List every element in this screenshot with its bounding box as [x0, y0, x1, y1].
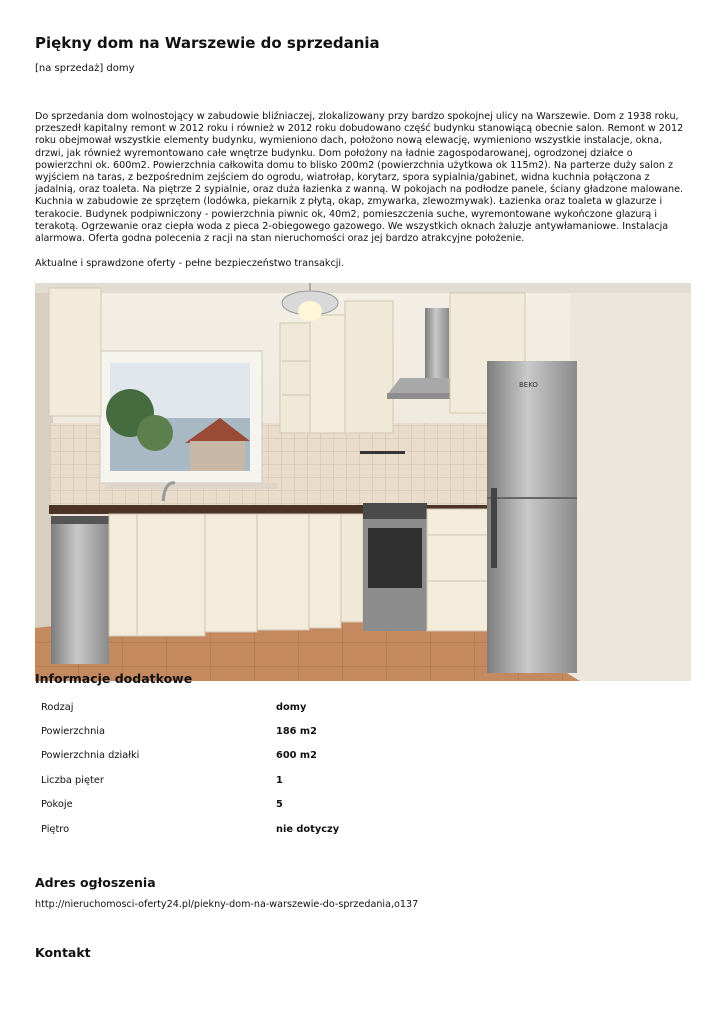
info-value: 186 m2	[276, 726, 317, 738]
listing-description: Do sprzedania dom wolnostojący w zabudowie bliźniaczej, zlokalizowany przy bardzo spokojnej ulicy na Warszewie. Dom z 1938 roku, przeszedł kapitalny remont w 2012 roku i również w 2012 roku dobudowano część budynku stanowiącą obecnie salon. Remont w 2012 roku obejmował wszystkie elementy budynku, wymieniono dach, położono nową elewację, wymieniono wszystkie instalacje, okna, drzwi, jak również wyremontowano całe wnętrze budynku. Dom położony na ładnie zagospodarowanej, ogrodzonej działce o powierzchni ok. 600m2. Powierzchnia całkowita domu to blisko 200m2 (powierzchnia użytkowa ok 115m2). Na parterze duży salon z wyjściem na taras, z bezpośrednim zejściem do ogrodu, wiatrołap, korytarz, spora sypialnia/gabinet, widna kuchnia połączona z jadalnią, oraz toaleta. Na piętrze 2 sypialnie, oraz duża łazienka z wanną. W pokojach na podłodze panele, ściany gładzone malowane. Kuchnia w zabudowie ze sprzętem (lodówka, piekarnik z płytą, okap, zmywarka, zlewozmywak). Łazienka oraz toaleta w glazurze i terakocie. Budynek podpiwniczony - powierzchnia piwnic ok, 40m2, pomieszczenia suche, wyremontowane wykończone glazurą i terakotą. Ogrzewanie oraz ciepła woda z pieca 2-obiegowego gazowego. We wszystkich oknach żaluzje antywłamaniowe. Instalacja alarmowa. Oferta godna polecenia z racji na stan nieruchomości oraz jej bardzo atrakcyjne położenie.	[35, 111, 684, 245]
info-value: domy	[276, 701, 307, 713]
page-title: Piękny dom na Warszewie do sprzedania	[35, 34, 380, 52]
info-label: Pokoje	[41, 799, 73, 811]
info-value: 5	[276, 799, 283, 811]
kitchen-photo	[35, 283, 691, 681]
table-row	[35, 768, 691, 792]
table-row	[35, 695, 691, 719]
info-value: 600 m2	[276, 750, 317, 762]
table-row	[35, 817, 691, 841]
category-label: [na sprzedaż] domy	[35, 63, 135, 74]
fridge-brand-label: BEKO	[519, 381, 538, 389]
contact-section-title: Kontakt	[35, 945, 91, 960]
listing-tagline: Aktualne i sprawdzone oferty - pełne bezpieczeństwo transakcji.	[35, 258, 345, 269]
listing-url: http://nieruchomosci-oferty24.pl/piekny-dom-na-warszewie-do-sprzedania,o137	[35, 899, 419, 910]
info-value: 1	[276, 774, 283, 786]
info-label: Rodzaj	[41, 701, 74, 713]
info-label: Piętro	[41, 823, 70, 835]
info-label: Powierzchnia działki	[41, 750, 140, 762]
table-row	[35, 719, 691, 743]
address-section-title: Adres ogłoszenia	[35, 875, 156, 890]
table-row	[35, 793, 691, 817]
table-row	[35, 744, 691, 768]
info-label: Liczba pięter	[41, 774, 104, 786]
info-section-title: Informacje dodatkowe	[35, 671, 193, 686]
info-table	[35, 695, 691, 841]
info-value: nie dotyczy	[276, 823, 340, 835]
info-label: Powierzchnia	[41, 726, 106, 738]
